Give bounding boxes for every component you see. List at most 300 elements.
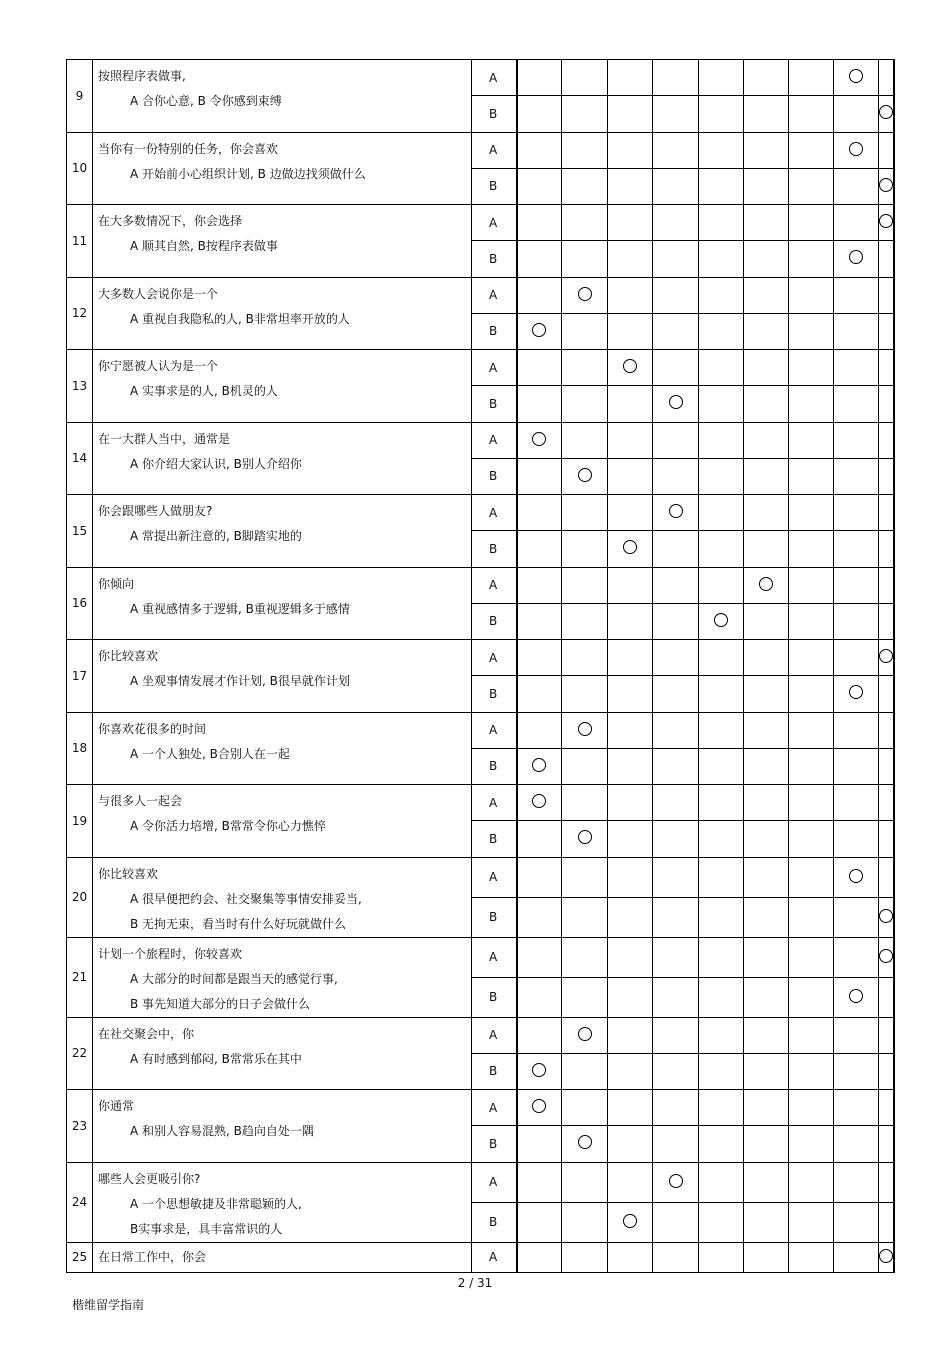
answer-cell[interactable] bbox=[789, 603, 834, 639]
answer-cell[interactable] bbox=[517, 785, 562, 821]
answer-cell[interactable] bbox=[834, 458, 879, 494]
answer-cell[interactable] bbox=[834, 168, 879, 204]
answer-cell[interactable] bbox=[789, 1090, 834, 1126]
answer-cell[interactable] bbox=[608, 821, 653, 857]
answer-cell[interactable] bbox=[608, 712, 653, 748]
answer-cell[interactable] bbox=[653, 458, 699, 494]
answer-cell[interactable] bbox=[562, 422, 608, 458]
answer-cell[interactable] bbox=[744, 1090, 789, 1126]
answer-cell[interactable] bbox=[744, 168, 789, 204]
answer-cell[interactable] bbox=[744, 1202, 789, 1242]
answer-cell[interactable] bbox=[608, 422, 653, 458]
answer-cell[interactable] bbox=[517, 1202, 562, 1242]
answer-cell[interactable] bbox=[789, 1053, 834, 1089]
answer-cell[interactable] bbox=[517, 897, 562, 937]
answer-cell[interactable] bbox=[879, 531, 895, 567]
answer-cell[interactable] bbox=[517, 937, 562, 977]
answer-cell[interactable] bbox=[653, 897, 699, 937]
answer-cell[interactable] bbox=[699, 422, 744, 458]
answer-cell[interactable] bbox=[789, 96, 834, 132]
answer-cell[interactable] bbox=[608, 458, 653, 494]
answer-cell[interactable] bbox=[879, 748, 895, 784]
answer-cell[interactable] bbox=[744, 205, 789, 241]
answer-cell[interactable] bbox=[562, 1017, 608, 1053]
answer-cell[interactable] bbox=[653, 168, 699, 204]
answer-cell[interactable] bbox=[834, 313, 879, 349]
answer-cell[interactable] bbox=[744, 458, 789, 494]
answer-cell[interactable] bbox=[744, 1242, 789, 1272]
answer-cell[interactable] bbox=[744, 422, 789, 458]
answer-cell[interactable] bbox=[879, 821, 895, 857]
answer-cell[interactable] bbox=[653, 1202, 699, 1242]
answer-cell[interactable] bbox=[789, 241, 834, 277]
answer-cell[interactable] bbox=[699, 603, 744, 639]
answer-cell[interactable] bbox=[744, 567, 789, 603]
answer-cell[interactable] bbox=[879, 567, 895, 603]
answer-cell[interactable] bbox=[608, 350, 653, 386]
answer-cell[interactable] bbox=[608, 937, 653, 977]
option-label: B bbox=[472, 977, 517, 1017]
answer-cell[interactable] bbox=[653, 277, 699, 313]
question-17-row-a bbox=[67, 640, 895, 676]
answer-cell[interactable] bbox=[562, 567, 608, 603]
answer-cell[interactable] bbox=[789, 937, 834, 977]
answer-cell[interactable] bbox=[879, 1017, 895, 1053]
answer-cell[interactable] bbox=[653, 313, 699, 349]
answer-cell[interactable] bbox=[789, 676, 834, 712]
answer-cell[interactable] bbox=[744, 977, 789, 1017]
answer-cell[interactable] bbox=[608, 132, 653, 168]
answer-cell[interactable] bbox=[744, 937, 789, 977]
answer-cell[interactable] bbox=[834, 1242, 879, 1272]
answer-cell[interactable] bbox=[517, 531, 562, 567]
answer-cell[interactable] bbox=[562, 603, 608, 639]
answer-cell[interactable] bbox=[562, 277, 608, 313]
answer-cell[interactable] bbox=[834, 676, 879, 712]
answer-cell[interactable] bbox=[744, 821, 789, 857]
answer-cell[interactable] bbox=[608, 603, 653, 639]
answer-cell[interactable] bbox=[699, 313, 744, 349]
answer-cell[interactable] bbox=[744, 60, 789, 96]
answer-cell[interactable] bbox=[699, 676, 744, 712]
answer-cell[interactable] bbox=[879, 640, 895, 676]
answer-cell[interactable] bbox=[517, 640, 562, 676]
answer-cell[interactable] bbox=[699, 495, 744, 531]
answer-cell[interactable] bbox=[789, 567, 834, 603]
answer-cell[interactable] bbox=[744, 857, 789, 897]
answer-cell[interactable] bbox=[879, 603, 895, 639]
answer-cell[interactable] bbox=[608, 386, 653, 422]
answer-cell[interactable] bbox=[517, 1242, 562, 1272]
answer-cell[interactable] bbox=[834, 567, 879, 603]
answer-cell[interactable] bbox=[517, 205, 562, 241]
answer-cell[interactable] bbox=[699, 1090, 744, 1126]
answer-cell[interactable] bbox=[562, 531, 608, 567]
answer-cell[interactable] bbox=[699, 1202, 744, 1242]
answer-cell[interactable] bbox=[699, 1162, 744, 1202]
answer-cell[interactable] bbox=[789, 531, 834, 567]
answer-cell[interactable] bbox=[744, 277, 789, 313]
answer-cell[interactable] bbox=[879, 277, 895, 313]
answer-cell[interactable] bbox=[699, 1242, 744, 1272]
answer-cell[interactable] bbox=[834, 277, 879, 313]
answer-cell[interactable] bbox=[744, 897, 789, 937]
answer-cell[interactable] bbox=[744, 785, 789, 821]
answer-cell[interactable] bbox=[834, 1017, 879, 1053]
answer-cell[interactable] bbox=[653, 937, 699, 977]
answer-cell[interactable] bbox=[744, 495, 789, 531]
answer-cell[interactable] bbox=[879, 313, 895, 349]
answer-cell[interactable] bbox=[879, 897, 895, 937]
answer-cell[interactable] bbox=[879, 1053, 895, 1089]
answer-cell[interactable] bbox=[699, 277, 744, 313]
answer-cell[interactable] bbox=[562, 821, 608, 857]
answer-cell[interactable] bbox=[608, 897, 653, 937]
answer-cell[interactable] bbox=[834, 1202, 879, 1242]
answer-cell[interactable] bbox=[879, 386, 895, 422]
answer-cell[interactable] bbox=[653, 386, 699, 422]
answer-cell[interactable] bbox=[517, 350, 562, 386]
answer-cell[interactable] bbox=[562, 495, 608, 531]
answer-cell[interactable] bbox=[608, 1090, 653, 1126]
answer-cell[interactable] bbox=[699, 712, 744, 748]
answer-cell[interactable] bbox=[789, 748, 834, 784]
answer-cell[interactable] bbox=[699, 857, 744, 897]
answer-cell[interactable] bbox=[834, 897, 879, 937]
answer-cell[interactable] bbox=[699, 1053, 744, 1089]
answer-cell[interactable] bbox=[744, 603, 789, 639]
answer-cell[interactable] bbox=[653, 350, 699, 386]
answer-cell[interactable] bbox=[879, 1090, 895, 1126]
answer-cell[interactable] bbox=[834, 603, 879, 639]
answer-cell[interactable] bbox=[834, 350, 879, 386]
answer-cell[interactable] bbox=[517, 977, 562, 1017]
answer-cell[interactable] bbox=[789, 350, 834, 386]
answer-cell[interactable] bbox=[562, 1202, 608, 1242]
answer-cell[interactable] bbox=[608, 1126, 653, 1162]
answer-cell[interactable] bbox=[879, 350, 895, 386]
answer-cell[interactable] bbox=[608, 313, 653, 349]
answer-cell[interactable] bbox=[608, 748, 653, 784]
answer-cell[interactable] bbox=[789, 821, 834, 857]
answer-cell[interactable] bbox=[653, 1090, 699, 1126]
answer-cell[interactable] bbox=[699, 977, 744, 1017]
answer-cell[interactable] bbox=[744, 1017, 789, 1053]
answer-cell[interactable] bbox=[562, 748, 608, 784]
answer-cell[interactable] bbox=[744, 712, 789, 748]
answer-cell[interactable] bbox=[789, 386, 834, 422]
answer-cell[interactable] bbox=[608, 1053, 653, 1089]
answer-cell[interactable] bbox=[879, 1162, 895, 1202]
answer-cell[interactable] bbox=[608, 785, 653, 821]
answer-cell[interactable] bbox=[653, 785, 699, 821]
answer-cell[interactable] bbox=[517, 386, 562, 422]
answer-cell[interactable] bbox=[789, 640, 834, 676]
answer-cell[interactable] bbox=[879, 1202, 895, 1242]
answer-cell[interactable] bbox=[517, 96, 562, 132]
answer-cell[interactable] bbox=[608, 1242, 653, 1272]
answer-cell[interactable] bbox=[653, 1017, 699, 1053]
answer-cell[interactable] bbox=[562, 640, 608, 676]
option-label: A bbox=[472, 495, 517, 531]
answer-cell[interactable] bbox=[744, 531, 789, 567]
answer-cell[interactable] bbox=[562, 1162, 608, 1202]
answer-cell[interactable] bbox=[834, 241, 879, 277]
answer-cell[interactable] bbox=[879, 60, 895, 96]
answer-cell[interactable] bbox=[517, 676, 562, 712]
answer-cell[interactable] bbox=[834, 531, 879, 567]
answer-cell[interactable] bbox=[834, 1053, 879, 1089]
answer-cell[interactable] bbox=[653, 1162, 699, 1202]
answer-cell[interactable] bbox=[517, 1126, 562, 1162]
answer-cell[interactable] bbox=[562, 1090, 608, 1126]
answer-cell[interactable] bbox=[699, 168, 744, 204]
answer-cell[interactable] bbox=[517, 567, 562, 603]
answer-cell[interactable] bbox=[834, 748, 879, 784]
answer-cell[interactable] bbox=[608, 1017, 653, 1053]
answer-cell[interactable] bbox=[653, 857, 699, 897]
answer-cell[interactable] bbox=[517, 458, 562, 494]
answer-cell[interactable] bbox=[517, 1090, 562, 1126]
answer-cell[interactable] bbox=[699, 1017, 744, 1053]
answer-cell[interactable] bbox=[789, 1202, 834, 1242]
answer-cell[interactable] bbox=[699, 748, 744, 784]
answer-cell[interactable] bbox=[653, 748, 699, 784]
answer-cell[interactable] bbox=[517, 60, 562, 96]
answer-cell[interactable] bbox=[562, 676, 608, 712]
answer-cell[interactable] bbox=[699, 567, 744, 603]
answer-cell[interactable] bbox=[608, 60, 653, 96]
answer-cell[interactable] bbox=[562, 350, 608, 386]
answer-cell[interactable] bbox=[744, 1053, 789, 1089]
answer-cell[interactable] bbox=[744, 748, 789, 784]
answer-cell[interactable] bbox=[608, 96, 653, 132]
answer-cell[interactable] bbox=[789, 277, 834, 313]
answer-cell[interactable] bbox=[834, 495, 879, 531]
answer-cell[interactable] bbox=[608, 205, 653, 241]
answer-cell[interactable] bbox=[834, 785, 879, 821]
answer-cell[interactable] bbox=[879, 96, 895, 132]
answer-cell[interactable] bbox=[789, 205, 834, 241]
answer-cell[interactable] bbox=[562, 977, 608, 1017]
answer-cell[interactable] bbox=[517, 1017, 562, 1053]
answer-cell[interactable] bbox=[653, 422, 699, 458]
answer-cell[interactable] bbox=[879, 495, 895, 531]
answer-cell[interactable] bbox=[834, 422, 879, 458]
answer-cell[interactable] bbox=[879, 712, 895, 748]
answer-cell[interactable] bbox=[608, 1202, 653, 1242]
answer-cell[interactable] bbox=[653, 567, 699, 603]
answer-cell[interactable] bbox=[834, 205, 879, 241]
answer-cell[interactable] bbox=[653, 1126, 699, 1162]
answer-cell[interactable] bbox=[834, 386, 879, 422]
answer-cell[interactable] bbox=[699, 96, 744, 132]
answer-cell[interactable] bbox=[517, 168, 562, 204]
answer-cell[interactable] bbox=[653, 495, 699, 531]
answer-cell[interactable] bbox=[789, 60, 834, 96]
answer-cell[interactable] bbox=[608, 567, 653, 603]
answer-cell[interactable] bbox=[562, 1242, 608, 1272]
answer-cell[interactable] bbox=[608, 241, 653, 277]
answer-cell[interactable] bbox=[699, 386, 744, 422]
answer-cell[interactable] bbox=[653, 640, 699, 676]
answer-cell[interactable] bbox=[789, 168, 834, 204]
answer-cell[interactable] bbox=[653, 1242, 699, 1272]
answer-cell[interactable] bbox=[699, 132, 744, 168]
answer-cell[interactable] bbox=[608, 1162, 653, 1202]
answer-cell[interactable] bbox=[562, 132, 608, 168]
answer-cell[interactable] bbox=[699, 1126, 744, 1162]
answer-cell[interactable] bbox=[789, 897, 834, 937]
answer-cell[interactable] bbox=[879, 168, 895, 204]
answer-cell[interactable] bbox=[789, 857, 834, 897]
answer-cell[interactable] bbox=[562, 241, 608, 277]
answer-cell[interactable] bbox=[653, 60, 699, 96]
answer-cell[interactable] bbox=[789, 1162, 834, 1202]
answer-cell[interactable] bbox=[608, 495, 653, 531]
answer-cell[interactable] bbox=[879, 857, 895, 897]
answer-cell[interactable] bbox=[789, 422, 834, 458]
answer-cell[interactable] bbox=[834, 937, 879, 977]
answer-cell[interactable] bbox=[744, 1162, 789, 1202]
answer-cell[interactable] bbox=[608, 168, 653, 204]
answer-cell[interactable] bbox=[608, 676, 653, 712]
answer-cell[interactable] bbox=[834, 640, 879, 676]
answer-cell[interactable] bbox=[789, 1242, 834, 1272]
answer-cell[interactable] bbox=[699, 531, 744, 567]
answer-cell[interactable] bbox=[789, 1017, 834, 1053]
answer-cell[interactable] bbox=[879, 1126, 895, 1162]
answer-cell[interactable] bbox=[699, 785, 744, 821]
answer-cell[interactable] bbox=[789, 712, 834, 748]
answer-cell[interactable] bbox=[562, 1126, 608, 1162]
answer-cell[interactable] bbox=[517, 821, 562, 857]
answer-cell[interactable] bbox=[744, 350, 789, 386]
answer-cell[interactable] bbox=[562, 96, 608, 132]
answer-cell[interactable] bbox=[699, 241, 744, 277]
answer-cell[interactable] bbox=[608, 977, 653, 1017]
answer-cell[interactable] bbox=[879, 977, 895, 1017]
answer-cell[interactable] bbox=[653, 977, 699, 1017]
answer-cell[interactable] bbox=[834, 60, 879, 96]
answer-cell[interactable] bbox=[608, 857, 653, 897]
answer-cell[interactable] bbox=[834, 132, 879, 168]
answer-cell[interactable] bbox=[699, 640, 744, 676]
answer-cell[interactable] bbox=[879, 422, 895, 458]
answer-cell[interactable] bbox=[517, 857, 562, 897]
answer-cell[interactable] bbox=[879, 241, 895, 277]
answer-cell[interactable] bbox=[789, 313, 834, 349]
answer-cell[interactable] bbox=[653, 712, 699, 748]
answer-cell[interactable] bbox=[562, 205, 608, 241]
answer-cell[interactable] bbox=[517, 1162, 562, 1202]
answer-cell[interactable] bbox=[653, 531, 699, 567]
answer-cell[interactable] bbox=[789, 977, 834, 1017]
answer-cell[interactable] bbox=[517, 1053, 562, 1089]
answer-cell[interactable] bbox=[879, 785, 895, 821]
answer-cell[interactable] bbox=[517, 313, 562, 349]
answer-cell[interactable] bbox=[517, 748, 562, 784]
answer-cell[interactable] bbox=[517, 712, 562, 748]
answer-cell[interactable] bbox=[562, 785, 608, 821]
answer-cell[interactable] bbox=[699, 60, 744, 96]
answer-cell[interactable] bbox=[653, 132, 699, 168]
answer-cell[interactable] bbox=[699, 897, 744, 937]
answer-cell[interactable] bbox=[653, 603, 699, 639]
answer-cell[interactable] bbox=[744, 313, 789, 349]
answer-cell[interactable] bbox=[789, 132, 834, 168]
answer-cell[interactable] bbox=[653, 96, 699, 132]
answer-cell[interactable] bbox=[789, 458, 834, 494]
answer-cell[interactable] bbox=[699, 821, 744, 857]
answer-cell[interactable] bbox=[834, 821, 879, 857]
answer-cell[interactable] bbox=[744, 241, 789, 277]
answer-cell[interactable] bbox=[744, 96, 789, 132]
answer-cell[interactable] bbox=[562, 458, 608, 494]
answer-cell[interactable] bbox=[834, 1162, 879, 1202]
answer-cell[interactable] bbox=[562, 168, 608, 204]
answer-cell[interactable] bbox=[699, 937, 744, 977]
answer-cell[interactable] bbox=[744, 1126, 789, 1162]
answer-cell[interactable] bbox=[517, 422, 562, 458]
answer-cell[interactable] bbox=[834, 96, 879, 132]
answer-cell[interactable] bbox=[879, 937, 895, 977]
answer-cell[interactable] bbox=[562, 712, 608, 748]
answer-cell[interactable] bbox=[653, 241, 699, 277]
answer-cell[interactable] bbox=[562, 857, 608, 897]
answer-cell[interactable] bbox=[744, 676, 789, 712]
answer-cell[interactable] bbox=[608, 640, 653, 676]
answer-cell[interactable] bbox=[744, 386, 789, 422]
answer-cell[interactable] bbox=[562, 60, 608, 96]
answer-cell[interactable] bbox=[834, 1090, 879, 1126]
answer-cell[interactable] bbox=[834, 977, 879, 1017]
answer-cell[interactable] bbox=[653, 1053, 699, 1089]
answer-cell[interactable] bbox=[608, 531, 653, 567]
answer-cell[interactable] bbox=[517, 132, 562, 168]
answer-cell[interactable] bbox=[789, 1126, 834, 1162]
answer-cell[interactable] bbox=[834, 1126, 879, 1162]
answer-cell[interactable] bbox=[517, 495, 562, 531]
answer-cell[interactable] bbox=[879, 1242, 895, 1272]
answer-cell[interactable] bbox=[562, 386, 608, 422]
answer-cell[interactable] bbox=[562, 313, 608, 349]
answer-cell[interactable] bbox=[699, 458, 744, 494]
answer-cell[interactable] bbox=[653, 676, 699, 712]
answer-cell[interactable] bbox=[789, 785, 834, 821]
answer-cell[interactable] bbox=[562, 1053, 608, 1089]
answer-cell[interactable] bbox=[653, 205, 699, 241]
answer-cell[interactable] bbox=[699, 205, 744, 241]
answer-cell[interactable] bbox=[879, 676, 895, 712]
answer-cell[interactable] bbox=[608, 277, 653, 313]
answer-cell[interactable] bbox=[789, 495, 834, 531]
answer-cell[interactable] bbox=[879, 458, 895, 494]
answer-cell[interactable] bbox=[879, 205, 895, 241]
answer-cell[interactable] bbox=[653, 821, 699, 857]
answer-cell[interactable] bbox=[517, 241, 562, 277]
answer-cell[interactable] bbox=[879, 132, 895, 168]
answer-cell[interactable] bbox=[517, 603, 562, 639]
answer-cell[interactable] bbox=[699, 350, 744, 386]
answer-cell[interactable] bbox=[744, 640, 789, 676]
answer-cell[interactable] bbox=[517, 277, 562, 313]
answer-cell[interactable] bbox=[744, 132, 789, 168]
answer-cell[interactable] bbox=[834, 857, 879, 897]
answer-cell[interactable] bbox=[562, 897, 608, 937]
answer-cell[interactable] bbox=[834, 712, 879, 748]
answer-cell[interactable] bbox=[562, 937, 608, 977]
